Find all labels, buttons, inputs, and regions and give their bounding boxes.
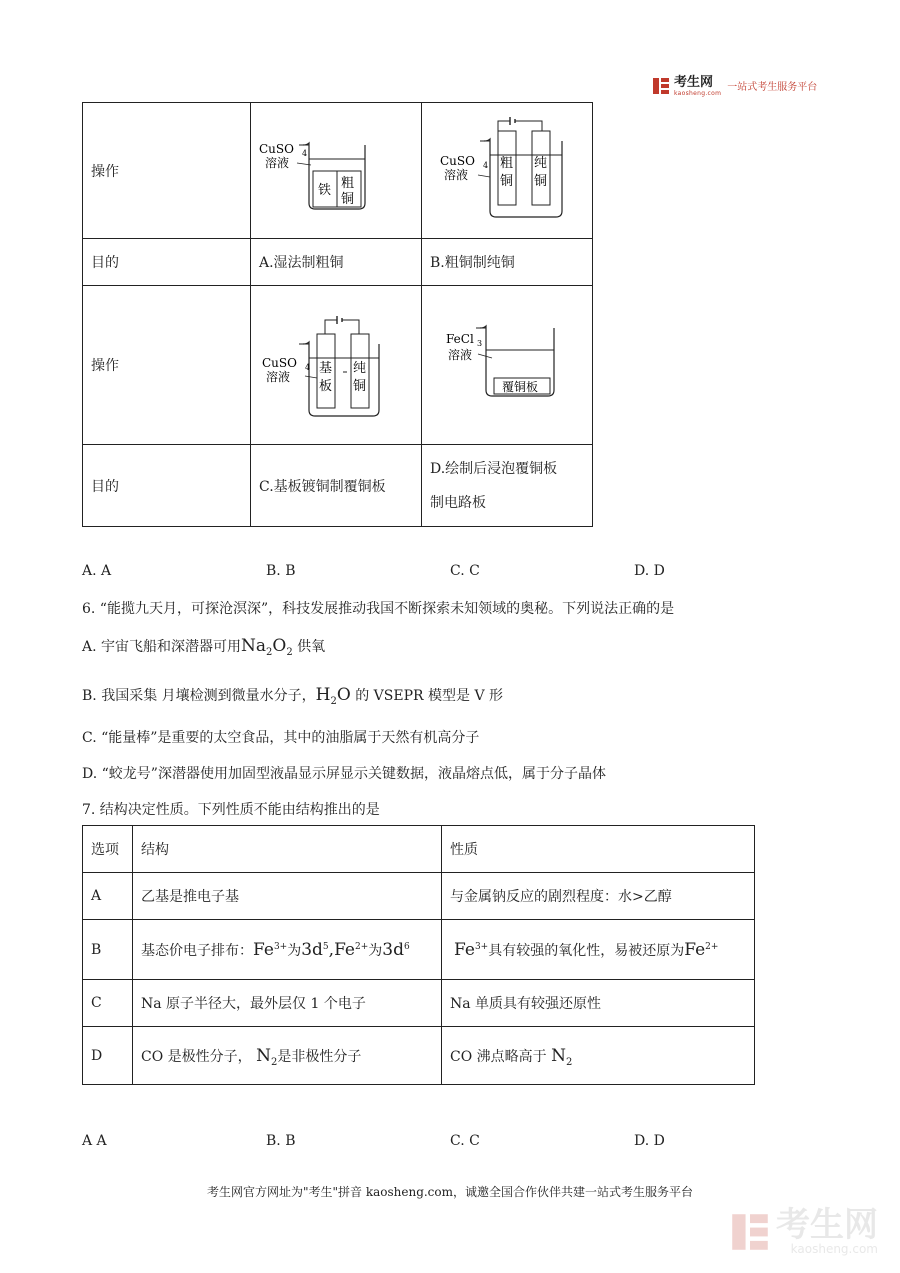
- q6-b-formula: H: [315, 685, 331, 705]
- q7-row-b-structure: [133, 920, 442, 980]
- q7-option-a: A A: [82, 1133, 107, 1149]
- q6-option-d: D. “蛟龙号”深潜器使用加固型液晶显示屏显示关键数据，液晶熔点低，属于分子晶体: [82, 766, 606, 782]
- q7-b-p-fe3: Fe: [454, 939, 475, 960]
- q5-option-d: D. D: [634, 563, 665, 579]
- purpose-b: B.粗铜制纯铜: [422, 239, 593, 286]
- q6-option-b: [82, 685, 503, 705]
- q6-option-c: C. “能量棒”是重要的太空食品，其中的油脂属于天然有机高分子: [82, 730, 480, 746]
- figA-left: 铁: [318, 183, 332, 198]
- q7-b-fe2: Fe: [334, 939, 355, 960]
- q7-header-property: 性质: [442, 826, 755, 873]
- purpose-a: A.湿法制粗铜: [251, 239, 422, 286]
- figD-sub: 3: [477, 339, 483, 348]
- logo-sub: kaosheng.com: [674, 90, 722, 97]
- figC-right1: 纯: [353, 361, 367, 376]
- q7-header-option: 选项: [83, 826, 133, 873]
- q7-row-d-property: [442, 1027, 755, 1085]
- q7-b-fe2-sup: 2+: [355, 941, 369, 952]
- q7-b-fe3: Fe: [253, 939, 274, 960]
- figC-left2: 板: [319, 379, 333, 394]
- figure-c-cell: [251, 286, 422, 445]
- q7-b-wei1: 为: [287, 942, 302, 959]
- q5-option-b: B. B: [266, 563, 296, 579]
- figB-right1: 纯: [534, 156, 548, 171]
- watermark: [730, 1205, 878, 1256]
- q7-b-wei2: 为: [368, 942, 383, 959]
- q7-b-p-fe2-sup: 2+: [705, 941, 719, 952]
- q7-row-a-key: A: [83, 873, 133, 920]
- figB-left2: 铜: [500, 174, 514, 189]
- logo-icon: [652, 77, 670, 95]
- q7-d-p-n2-sub: 2: [565, 1056, 573, 1068]
- q6-b-pre: B. 我国采集 月壤检测到微量水分子，: [82, 688, 316, 704]
- q7-option-b: B. B: [266, 1133, 296, 1149]
- q7-row-c-key: C: [83, 980, 133, 1027]
- q7-b-d5-sup: 5: [322, 941, 329, 952]
- q7-row-b-property: [442, 920, 755, 980]
- q7-row-a-property: 与金属钠反应的剧烈程度：水>乙醇: [442, 873, 755, 920]
- q7-row-d-structure: [133, 1027, 442, 1085]
- figA-sub: 4: [302, 149, 308, 158]
- q7-d-post: 是非极性分子: [277, 1048, 362, 1065]
- q7-header-structure: 结构: [133, 826, 442, 873]
- row-label-purpose1: 目的: [83, 239, 251, 286]
- q6-option-a: [82, 636, 325, 656]
- figB-solution2: 溶液: [444, 168, 469, 182]
- q7-b-d6-sup: 6: [403, 941, 410, 952]
- q7-b-d5: 3d: [301, 939, 323, 960]
- q7-row-c-structure: Na 原子半径大，最外层仅 1 个电子: [133, 980, 442, 1027]
- q7-d-p-pre: CO 沸点略高于: [450, 1048, 547, 1065]
- q7-row-a-structure: 乙基是推电子基: [133, 873, 442, 920]
- q7-b-fe3-sup: 3+: [273, 941, 288, 952]
- watermark-logo-icon: [730, 1212, 770, 1252]
- figD-solution: FeCl: [446, 332, 474, 346]
- q7-d-n2-sub: 2: [270, 1056, 278, 1068]
- row-label-op1: 操作: [83, 103, 251, 239]
- q6-b-sub: 2: [330, 696, 337, 707]
- figB-solution: CuSO: [440, 154, 475, 168]
- q5-option-a: A. A: [82, 563, 112, 579]
- q7-d-p-n2: N: [551, 1045, 566, 1066]
- figA-solution: CuSO: [259, 142, 294, 156]
- figure-d-cell: [422, 286, 593, 445]
- figA-right1: 粗: [341, 176, 355, 191]
- q7-table: [82, 825, 755, 1085]
- row-label-op2: 操作: [83, 286, 251, 445]
- logo-slogan: 一站式考生服务平台: [727, 82, 818, 93]
- q5-table: [82, 102, 593, 527]
- q7-b-pre: 基态价电子排布：: [141, 942, 253, 959]
- figure-c-diagram: [251, 286, 421, 440]
- figB-sub: 4: [483, 161, 489, 170]
- figure-d-diagram: [422, 286, 592, 440]
- q6-a-formula2: O: [272, 636, 287, 656]
- q6-a-sub1: 2: [266, 647, 273, 658]
- figC-sub: 4: [305, 363, 311, 372]
- q6-a-pre: A. 宇宙飞船和深潜器可用: [82, 639, 242, 655]
- q6-b-formula2: O: [336, 685, 351, 705]
- watermark-text: 考生网: [776, 1205, 878, 1245]
- figC-left1: 基: [319, 361, 333, 376]
- purpose-d-line1: D.绘制后浸泡覆铜板: [430, 460, 558, 477]
- q6-stem: 6. “能揽九天月，可探沧溟深”，科技发展推动我国不断探索未知领域的奥秘。下列说法正确的是: [82, 601, 675, 617]
- figA-solution2: 溶液: [265, 156, 290, 170]
- q7-d-n2: N: [256, 1045, 271, 1066]
- figA-right2: 铜: [341, 192, 355, 207]
- figC-right2: 铜: [353, 379, 367, 394]
- q7-row-c-property: Na 单质具有较强还原性: [442, 980, 755, 1027]
- figC-solution2: 溶液: [266, 370, 291, 384]
- q6-b-post: 的 VSEPR 模型是 V 形: [355, 688, 504, 704]
- figC-solution: CuSO: [262, 356, 297, 370]
- header-logo: [652, 74, 817, 97]
- q7-d-pre: CO 是极性分子，: [141, 1048, 252, 1065]
- q7-option-d: D. D: [634, 1133, 665, 1149]
- q7-stem: 7. 结构决定性质。下列性质不能由结构推出的是: [82, 802, 380, 818]
- q5-option-c: C. C: [450, 563, 480, 579]
- q6-a-post: 供氧: [297, 639, 326, 655]
- purpose-d-cell: [422, 445, 593, 527]
- q7-b-p-fe2: Fe: [684, 939, 706, 960]
- q7-b-p-fe3-sup: 3+: [474, 941, 489, 952]
- q6-a-formula: Na: [241, 636, 267, 656]
- q7-b-p-mid: 具有较强的氧化性，易被还原为: [488, 942, 685, 959]
- figD-solution2: 溶液: [448, 348, 473, 362]
- q6-a-sub2: 2: [286, 647, 293, 658]
- purpose-c: C.基板镀铜制覆铜板: [251, 445, 422, 527]
- logo-text: 考生网: [674, 75, 714, 90]
- page-footer: 考生网官方网址为"考生"拼音 kaosheng.com，诚邀全国合作伙伴共建一站式考生服务平台: [206, 1185, 694, 1199]
- figure-b-diagram: [422, 103, 592, 234]
- q7-option-c: C. C: [450, 1133, 480, 1149]
- row-label-purpose2: 目的: [83, 445, 251, 527]
- figB-right2: 铜: [534, 174, 548, 189]
- figure-a-cell: [251, 103, 422, 239]
- watermark-sub: kaosheng.com: [790, 1242, 878, 1256]
- purpose-d-line2: 制电路板: [430, 494, 486, 511]
- figure-b-cell: [422, 103, 593, 239]
- q7-b-d6: 3d: [382, 939, 404, 960]
- figD-plate: 覆铜板: [502, 380, 539, 394]
- q7-b-comma: ,: [328, 939, 335, 960]
- figure-a-diagram: [251, 103, 421, 234]
- q7-row-d-key: D: [83, 1027, 133, 1085]
- figB-left1: 粗: [500, 156, 514, 171]
- q7-row-b-key: B: [83, 920, 133, 980]
